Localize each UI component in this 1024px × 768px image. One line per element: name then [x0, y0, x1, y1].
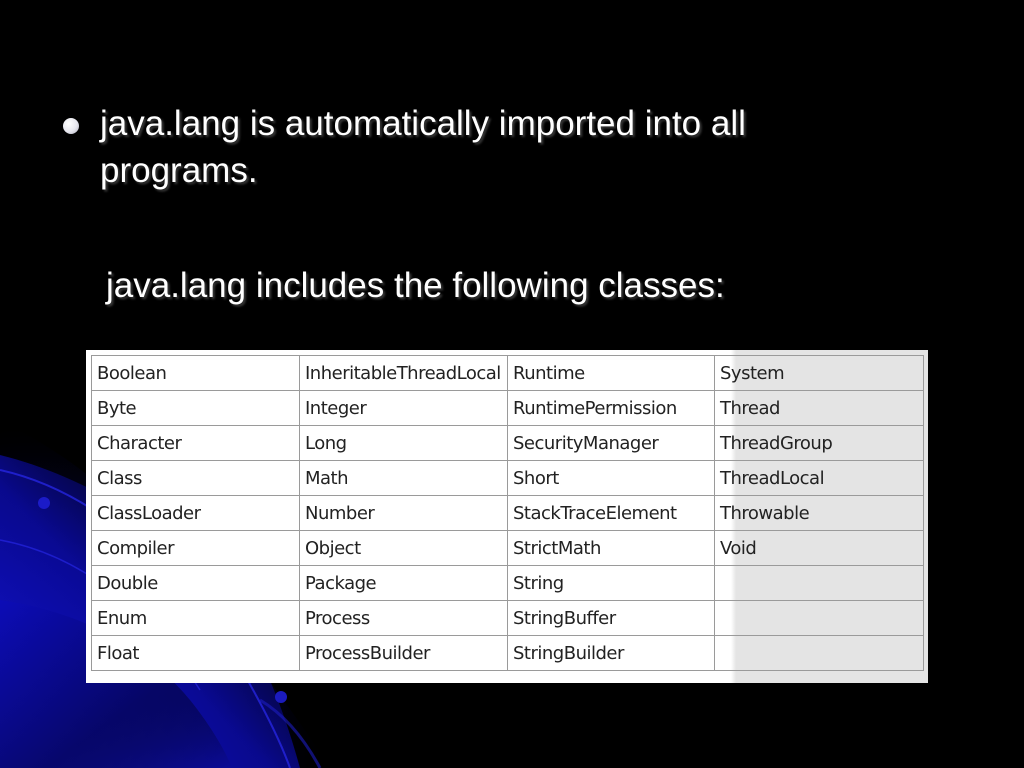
class-table [91, 355, 924, 671]
table-cell: Process [300, 601, 508, 636]
table-cell: Double [92, 566, 300, 601]
bullet-dot-icon [63, 118, 79, 134]
class-table-frame [86, 350, 928, 683]
table-row [92, 496, 924, 531]
table-cell: ThreadLocal [715, 461, 924, 496]
table-row [92, 601, 924, 636]
table-cell: System [715, 356, 924, 391]
table-cell: Thread [715, 391, 924, 426]
table-cell: Byte [92, 391, 300, 426]
table-cell: ThreadGroup [715, 426, 924, 461]
table-cell: Character [92, 426, 300, 461]
table-cell: Compiler [92, 531, 300, 566]
table-cell: StringBuilder [508, 636, 715, 671]
table-row [92, 636, 924, 671]
table-cell: Enum [92, 601, 300, 636]
subheading: java.lang includes the following classes: [106, 266, 725, 305]
table-cell: Short [508, 461, 715, 496]
table-cell: ClassLoader [92, 496, 300, 531]
table-cell: Class [92, 461, 300, 496]
table-cell: Package [300, 566, 508, 601]
table-cell: Runtime [508, 356, 715, 391]
table-cell: Integer [300, 391, 508, 426]
table-cell: RuntimePermission [508, 391, 715, 426]
table-cell: Throwable [715, 496, 924, 531]
table-cell [715, 566, 924, 601]
table-cell: Object [300, 531, 508, 566]
bullet-text: java.lang is automatically imported into all programs. [100, 104, 746, 190]
table-cell: Math [300, 461, 508, 496]
table-cell: Long [300, 426, 508, 461]
table-cell: StackTraceElement [508, 496, 715, 531]
table-row [92, 566, 924, 601]
table-cell [715, 601, 924, 636]
table-cell: SecurityManager [508, 426, 715, 461]
table-cell: String [508, 566, 715, 601]
table-row [92, 531, 924, 566]
table-row [92, 356, 924, 391]
table-cell: StringBuffer [508, 601, 715, 636]
table-cell: InheritableThreadLocal [300, 356, 508, 391]
table-row [92, 461, 924, 496]
table-row [92, 426, 924, 461]
table-cell: StrictMath [508, 531, 715, 566]
table-cell [715, 636, 924, 671]
table-row [92, 391, 924, 426]
table-cell: Boolean [92, 356, 300, 391]
table-cell: ProcessBuilder [300, 636, 508, 671]
table-cell: Number [300, 496, 508, 531]
table-cell: Float [92, 636, 300, 671]
table-cell: Void [715, 531, 924, 566]
